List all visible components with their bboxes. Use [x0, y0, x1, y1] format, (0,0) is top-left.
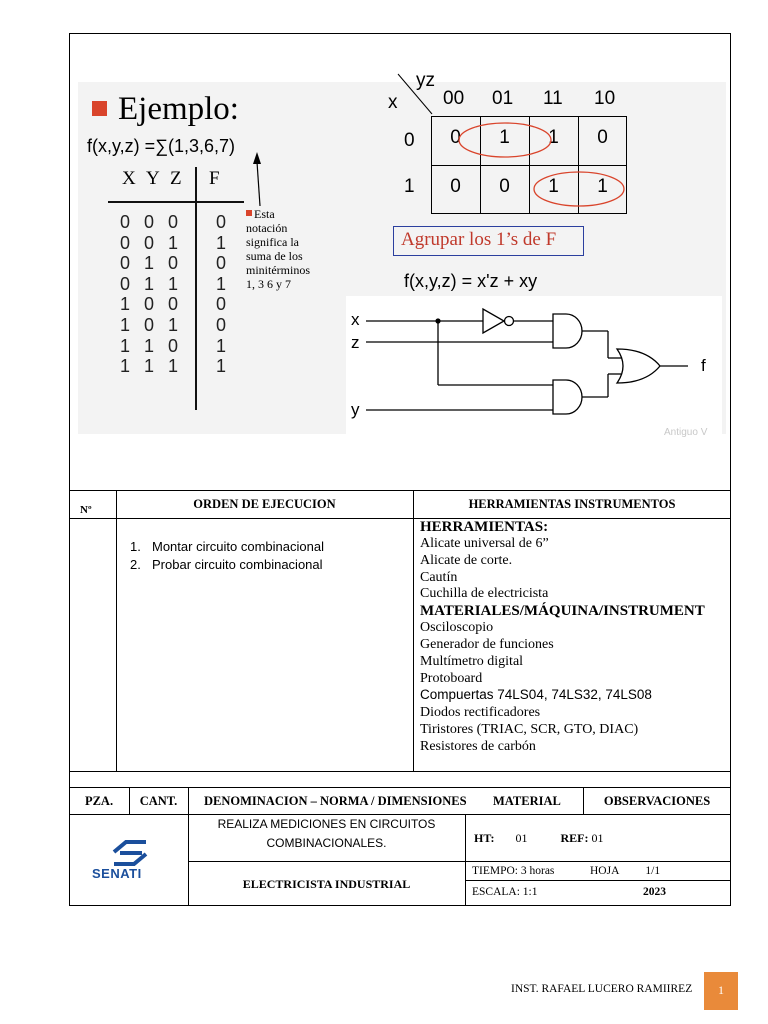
grid-line	[465, 814, 466, 906]
author-name: INST. RAFAEL LUCERO RAMIIREZ	[511, 983, 693, 995]
materials-title: MATERIALES/MÁQUINA/INSTRUMENT	[420, 603, 705, 620]
truth-table-cell: 1	[168, 232, 179, 253]
note-line: 1, 3 6 y 7	[246, 277, 291, 291]
truth-table-cell: 0	[168, 335, 179, 356]
tt-header-y: Y	[146, 168, 160, 189]
kmap-col-header: 00	[443, 88, 465, 109]
material-item: Generador de funciones	[420, 636, 554, 652]
material-item: Resistores de carbón	[420, 738, 536, 754]
truth-table-cell: 0	[216, 212, 227, 232]
header-cant: CANT.	[139, 794, 178, 808]
truth-table-cell: 1	[216, 273, 227, 294]
truth-table-cell: 0	[144, 212, 155, 232]
truth-table-cell: 1	[216, 232, 227, 253]
note-line: significa la	[246, 235, 299, 249]
kmap-cell: 1	[548, 176, 559, 197]
truth-table-cell: 1	[168, 315, 179, 335]
grid-line	[465, 880, 731, 881]
kmap-cell: 0	[499, 176, 510, 197]
header-herramientas: HERRAMIENTAS INSTRUMENTOS	[468, 497, 676, 511]
truth-table-cell: 1	[120, 335, 131, 356]
truth-table-cell: 0	[120, 253, 131, 274]
truth-table-cell: 1	[216, 335, 227, 356]
truth-table-cell: 0	[144, 232, 155, 253]
note-line: notación	[246, 221, 288, 235]
header-number: Nº	[80, 504, 92, 516]
grid-line	[116, 490, 117, 771]
grid-line	[188, 861, 731, 862]
note-bullet-icon	[246, 210, 252, 216]
career-name: ELECTRICISTA INDUSTRIAL	[242, 877, 411, 891]
kmap-cell: 0	[450, 176, 461, 197]
kmap-group-circles	[431, 116, 627, 214]
circuit-output-f: f	[701, 356, 706, 375]
arrow-icon	[245, 150, 275, 210]
circuit-input-y: y	[351, 400, 360, 419]
grid-line	[413, 490, 414, 771]
kmap-row-header: 1	[404, 176, 415, 197]
tool-item: Alicate de corte.	[420, 552, 513, 568]
tool-item: Alicate universal de 6”	[420, 536, 549, 551]
truth-table-cell: 1	[144, 253, 155, 274]
tools-list	[420, 519, 705, 756]
kmap-cell: 1	[548, 127, 559, 148]
senati-logo-icon	[108, 838, 152, 868]
note	[246, 207, 310, 291]
truth-table-cell: 0	[168, 294, 179, 315]
material-item: Diodos rectificadores	[420, 705, 541, 721]
material-item: Multímetro digital	[420, 653, 524, 669]
tiempo-field: TIEMPO: 3 horas	[472, 865, 555, 877]
logic-circuit	[346, 296, 722, 434]
kmap-cell: 1	[499, 127, 510, 148]
tt-header-z: Z	[170, 168, 182, 189]
note-line: Esta	[254, 207, 275, 221]
grid-line	[69, 490, 731, 491]
hoja-field: HOJA 1/1	[590, 865, 661, 877]
step-item: 1. Montar circuito combinacional	[130, 539, 324, 554]
truth-table-cell: 1	[144, 335, 155, 356]
truth-table-cell: 0	[120, 212, 131, 232]
truth-table-cell: 0	[168, 253, 179, 274]
material-item: Compuertas 74LS04, 74LS32, 74LS08	[420, 687, 652, 703]
note-line: suma de los	[246, 249, 303, 263]
truth-table-cell: 1	[120, 315, 131, 335]
header-material: MATERIAL	[493, 794, 561, 808]
tt-header-x: X	[122, 168, 136, 189]
header-denominacion: DENOMINACION – NORMA / DIMENSIONES	[204, 794, 467, 808]
truth-table-cell: 0	[144, 315, 155, 335]
ht-field: HT: 01 REF: 01	[474, 831, 604, 845]
note-line: minitérminos	[246, 263, 310, 277]
header-orden: ORDEN DE EJECUCION	[193, 497, 336, 511]
kmap-cell: 0	[450, 127, 461, 148]
step-item: 2. Probar circuito combinacional	[130, 557, 323, 572]
kmap-corner-yz: yz	[416, 70, 435, 91]
truth-table-cell: 0	[120, 232, 131, 253]
tool-item: Cuchilla de electricista	[420, 586, 549, 602]
material-item: Osciloscopio	[420, 620, 494, 636]
truth-table-cell: 0	[168, 212, 179, 232]
truth-table-cell: 1	[144, 356, 155, 377]
header-pza: PZA.	[84, 794, 114, 808]
kmap-cell: 1	[597, 176, 608, 197]
circuit-input-z: z	[351, 333, 360, 352]
grid-line	[69, 771, 731, 772]
group-label: Agrupar los 1’s de F	[401, 229, 557, 250]
task-title-line: COMBINACIONALES.	[266, 836, 387, 850]
truth-table-cell: 1	[216, 356, 227, 377]
tool-item: Cautín	[420, 569, 458, 585]
kmap-col-header: 11	[543, 88, 563, 109]
senati-logo-text: SENATI	[92, 866, 142, 881]
function-expression: f(x,y,z) =∑(1,3,6,7)	[87, 136, 236, 156]
material-item: Protoboard	[420, 670, 483, 686]
watermark: Antiguo V	[664, 427, 708, 438]
escala-field: ESCALA: 1:1	[472, 886, 538, 898]
kmap-col-header: 10	[594, 88, 616, 109]
circuit-input-x: x	[351, 310, 360, 329]
task-title	[188, 815, 465, 853]
simplified-expression: f(x,y,z) = x'z + xy	[404, 271, 538, 291]
material-item: Tiristores (TRIAC, SCR, GTO, DIAC)	[420, 721, 639, 737]
tt-header-f: F	[209, 168, 220, 189]
truth-table-cell: 1	[120, 356, 131, 377]
truth-table-cell: 0	[216, 315, 227, 335]
kmap-cell: 0	[597, 127, 608, 148]
page-number: 1	[718, 983, 724, 997]
example-title: Ejemplo:	[118, 91, 239, 127]
step-list	[130, 538, 324, 574]
truth-table-cell: 1	[144, 273, 155, 294]
tt-header-rule	[108, 201, 244, 203]
truth-table-cell: 1	[120, 294, 131, 315]
header-observaciones: OBSERVACIONES	[603, 794, 711, 808]
tools-title: HERRAMIENTAS:	[420, 519, 549, 535]
truth-table-cell: 0	[144, 294, 155, 315]
kmap-col-header: 01	[492, 88, 514, 109]
year-field: 2023	[643, 886, 666, 898]
truth-table-cell: 0	[120, 273, 131, 294]
kmap-row-header: 0	[404, 130, 415, 151]
truth-table-cell: 0	[216, 253, 227, 274]
truth-table-cell: 0	[216, 294, 227, 315]
task-title-line: REALIZA MEDICIONES EN CIRCUITOS	[217, 817, 436, 831]
truth-table-cell: 1	[168, 356, 179, 377]
tt-column-rule	[195, 167, 197, 410]
truth-table-cell: 1	[168, 273, 179, 294]
kmap-corner-x: x	[388, 92, 398, 113]
bullet-icon	[92, 101, 107, 116]
grid-line	[69, 787, 731, 788]
